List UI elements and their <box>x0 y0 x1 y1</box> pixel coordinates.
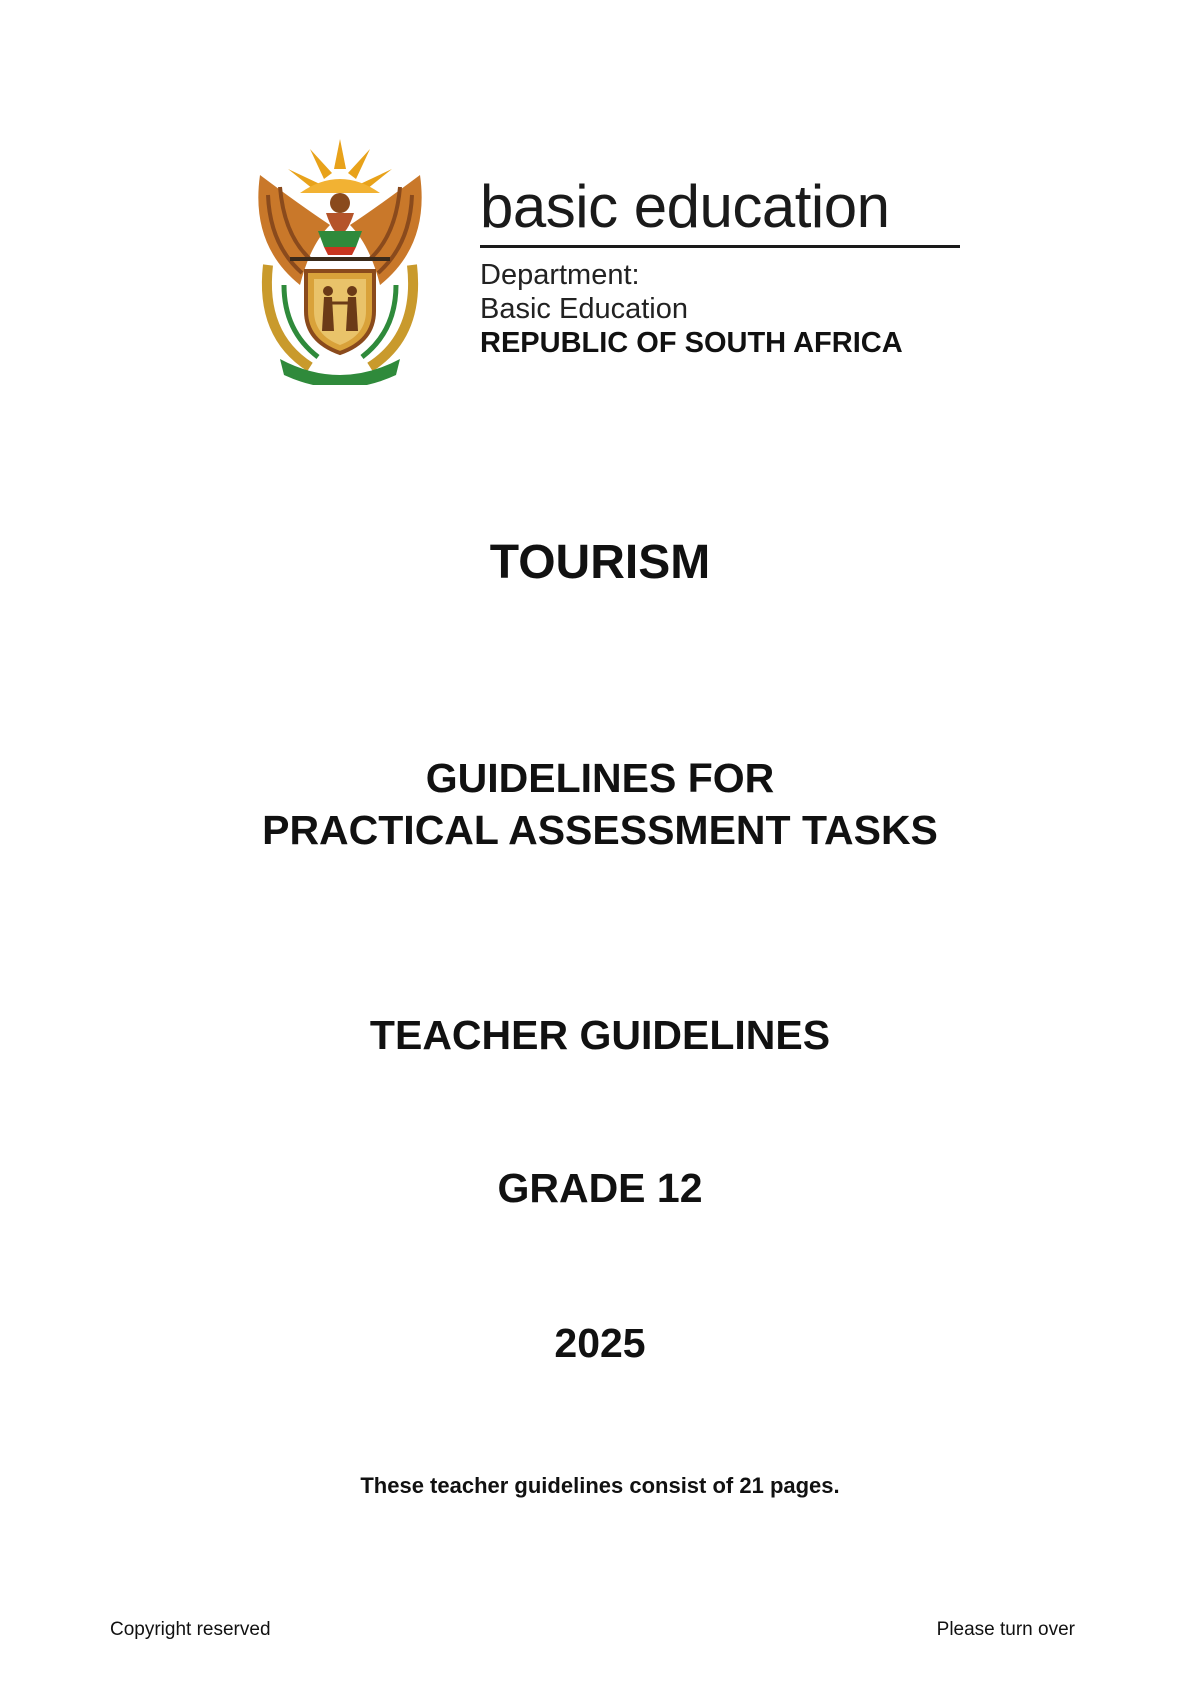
footer-copyright: Copyright reserved <box>110 1619 271 1640</box>
guidelines-line-2: PRACTICAL ASSESSMENT TASKS <box>262 807 938 853</box>
guidelines-line-1: GUIDELINES FOR <box>425 755 775 801</box>
teacher-guidelines-title: TEACHER GUIDELINES <box>369 1012 831 1058</box>
document-header <box>240 135 970 385</box>
footer-turn-over: Please turn over <box>936 1619 1075 1640</box>
department-name: Basic Education <box>480 293 688 325</box>
country-name: REPUBLIC OF SOUTH AFRICA <box>480 327 903 359</box>
department-label: Department: <box>480 259 640 291</box>
year-label: 2025 <box>554 1320 646 1366</box>
guidelines-title <box>0 752 1200 856</box>
brand-divider <box>480 245 960 248</box>
page-count-note: These teacher guidelines consist of 21 pages. <box>360 1473 840 1498</box>
subject-title: TOURISM <box>489 536 711 589</box>
brand-name: basic education <box>480 173 890 240</box>
department-branding <box>480 175 970 360</box>
coat-of-arms-icon <box>240 135 440 385</box>
grade-label: GRADE 12 <box>497 1165 703 1211</box>
